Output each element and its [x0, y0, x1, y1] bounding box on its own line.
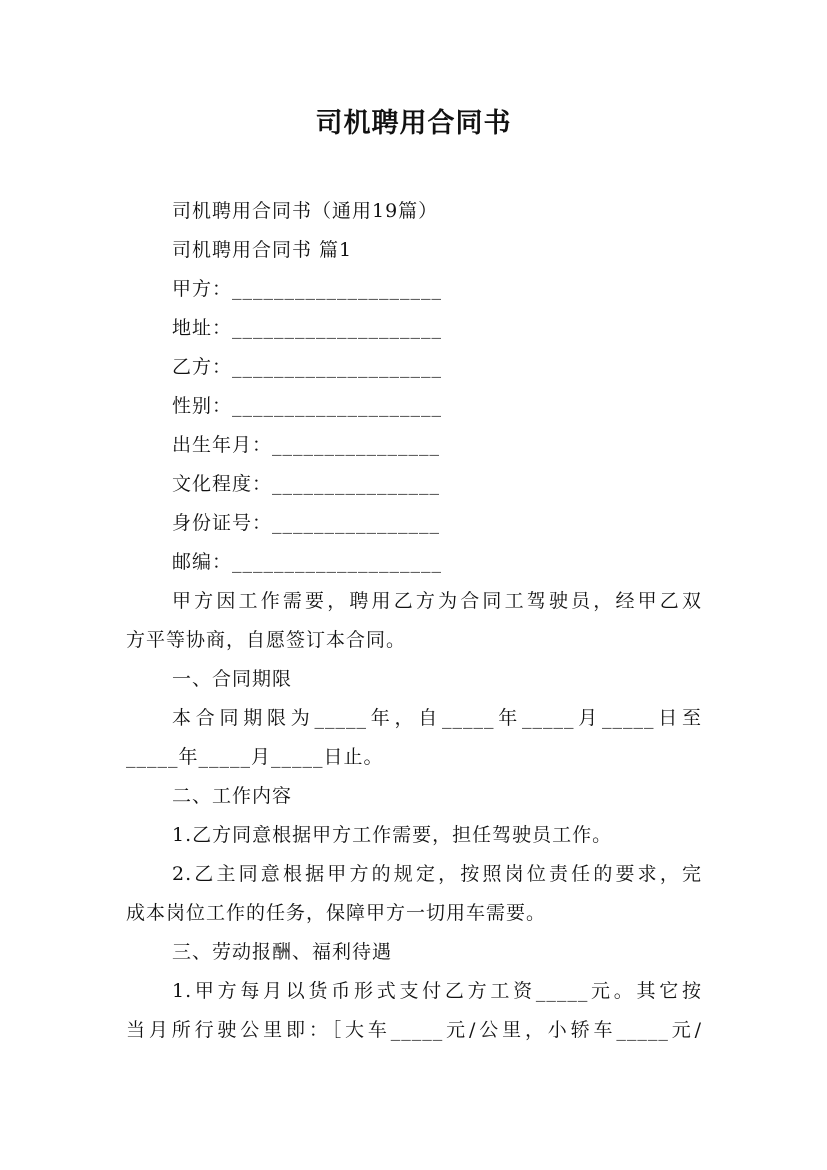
doc-line-gender: 性别：____________________: [172, 395, 443, 417]
doc-paragraph-term-line2: _____年_____月_____日止。: [126, 746, 384, 768]
doc-paragraph-work-2-line1: 2.乙主同意根据甲方的规定，按照岗位责任的要求，完: [172, 863, 702, 885]
doc-line-address: 地址：____________________: [172, 317, 443, 339]
doc-paragraph-work-1: 1.乙方同意根据甲方工作需要，担任驾驶员工作。: [172, 824, 613, 846]
doc-paragraph-intro-line1: 甲方因工作需要，聘用乙方为合同工驾驶员，经甲乙双: [172, 590, 702, 612]
doc-paragraph-remuneration-line1: 1.甲方每月以货币形式支付乙方工资_____元。其它按: [172, 980, 702, 1002]
doc-heading-term: 一、合同期限: [172, 668, 293, 690]
doc-paragraph-term-line1: 本合同期限为_____年，自_____年_____月_____日至: [172, 707, 702, 729]
doc-line-party-a: 甲方：____________________: [172, 278, 443, 300]
doc-line-section-heading: 司机聘用合同书 篇1: [172, 239, 353, 261]
doc-line-birth-date: 出生年月：________________: [172, 434, 441, 456]
document-title: 司机聘用合同书: [315, 108, 512, 139]
doc-line-id-number: 身份证号：________________: [172, 512, 441, 534]
doc-line-postcode: 邮编：____________________: [172, 551, 443, 573]
doc-heading-remuneration: 三、劳动报酬、福利待遇: [172, 941, 393, 963]
doc-line-party-b: 乙方：____________________: [172, 356, 443, 378]
doc-paragraph-remuneration-line2: 当月所行驶公里即：［大车_____元/公里，小轿车_____元/: [126, 1019, 702, 1041]
doc-paragraph-intro-line2: 方平等协商，自愿签订本合同。: [126, 629, 407, 651]
doc-line-education: 文化程度：________________: [172, 473, 441, 495]
doc-heading-work-content: 二、工作内容: [172, 785, 293, 807]
doc-line-subtitle: 司机聘用合同书（通用19篇）: [172, 200, 439, 222]
doc-paragraph-work-2-line2: 成本岗位工作的任务，保障甲方一切用车需要。: [126, 902, 547, 924]
